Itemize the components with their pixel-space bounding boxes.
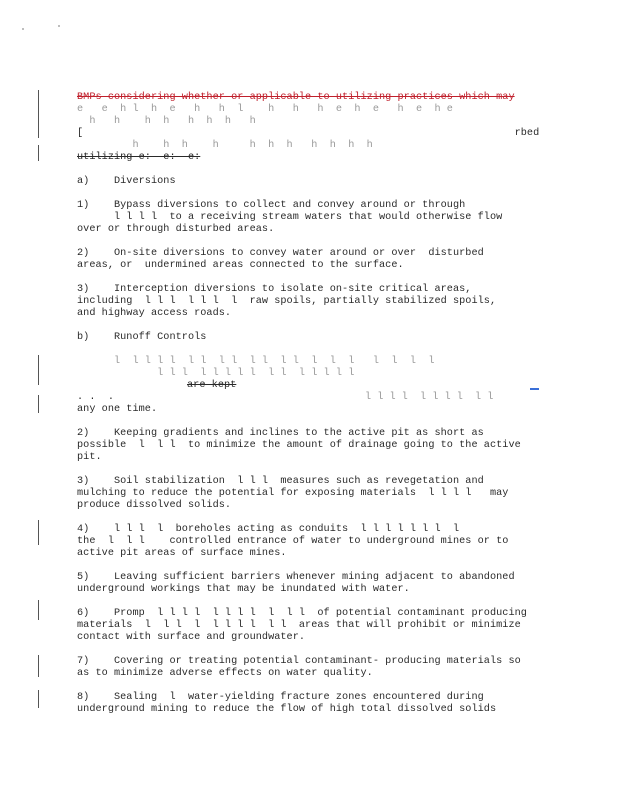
text-line: underground mining to reduce the flow of high total dissolved solids xyxy=(77,704,497,715)
text-line: any one time. xyxy=(77,404,158,415)
text-line: 5) Leaving sufficient barriers whenever mining adjacent to abandoned xyxy=(77,572,515,583)
text-line: 7) Covering or treating potential contaminant- producing materials so xyxy=(77,656,521,667)
speck xyxy=(22,28,24,30)
text-line: including l l l l l l l raw spoils, partially stabilized spoils, xyxy=(77,296,497,307)
text-line: 6) Promp l l l l l l l l l l l of potential contaminant producing xyxy=(77,608,527,619)
text-line: the l l l controlled entrance of water to underground mines or to xyxy=(77,536,509,547)
text-line: l l l l l l l l l l l l l l l xyxy=(77,368,355,379)
text-line: 3) Soil stabilization l l l measures such as revegetation and xyxy=(77,476,484,487)
text-line: materials l l l l l l l l l l areas that will prohibit or minimize xyxy=(77,620,521,631)
revision-bar xyxy=(38,600,39,620)
revision-bar xyxy=(38,655,39,677)
section-heading: a) Diversions xyxy=(77,176,176,187)
text-line: contact with surface and groundwater. xyxy=(77,632,306,643)
text-line: h h h h h h h h xyxy=(77,116,256,127)
text-fragment: l l l l l l l l l l xyxy=(365,392,494,403)
text-line: and highway access roads. xyxy=(77,308,232,319)
revision-bar xyxy=(38,520,39,545)
revision-bar xyxy=(38,355,39,385)
text-line: l l l l to a receiving stream waters that would otherwise flow xyxy=(77,212,503,223)
text-line: areas, or undermined areas connected to the surface. xyxy=(77,260,404,271)
revision-bar xyxy=(38,690,39,708)
text-line: underground workings that may be inundated with water. xyxy=(77,584,410,595)
text-line: h h h h h h h h h h h xyxy=(77,140,373,151)
text-line: are kept xyxy=(187,380,237,391)
text-line: utilizing e: e: e: xyxy=(77,152,201,163)
speck xyxy=(58,25,60,27)
text-line: e e h l h e h h l h h h e h e h e h e xyxy=(77,104,453,115)
text-line: pit. xyxy=(77,452,102,463)
text-line: 4) l l l l boreholes acting as conduits l l l l l l l l xyxy=(77,524,460,535)
insertion-mark xyxy=(530,388,539,390)
text-line: produce dissolved solids. xyxy=(77,500,232,511)
text-line: [ rbed xyxy=(77,128,540,139)
revision-bar xyxy=(38,395,39,413)
text-line: possible l l l to minimize the amount of drainage going to the active xyxy=(77,440,521,451)
text-line: 2) Keeping gradients and inclines to the active pit as short as xyxy=(77,428,484,439)
text-line: 2) On-site diversions to convey water around or over disturbed xyxy=(77,248,484,259)
revision-bar xyxy=(38,90,39,138)
text-line: BMPs considering whether or applicable to utilizing practices which may xyxy=(77,92,515,103)
text-line: l l l l l l l l l l l l l l l l l l l l xyxy=(77,356,435,367)
text-line: active pit areas of surface mines. xyxy=(77,548,287,559)
section-heading: b) Runoff Controls xyxy=(77,332,207,343)
text-line: mulching to reduce the potential for exposing materials l l l l may xyxy=(77,488,509,499)
revision-bar xyxy=(38,145,39,161)
text-line: . . . xyxy=(77,392,114,403)
text-line: 8) Sealing l water-yielding fracture zones encountered during xyxy=(77,692,484,703)
text-line: over or through disturbed areas. xyxy=(77,224,275,235)
text-line: 1) Bypass diversions to collect and convey around or through xyxy=(77,200,466,211)
text-line: 3) Interception diversions to isolate on-site critical areas, xyxy=(77,284,472,295)
text-line: as to minimize adverse effects on water quality. xyxy=(77,668,373,679)
